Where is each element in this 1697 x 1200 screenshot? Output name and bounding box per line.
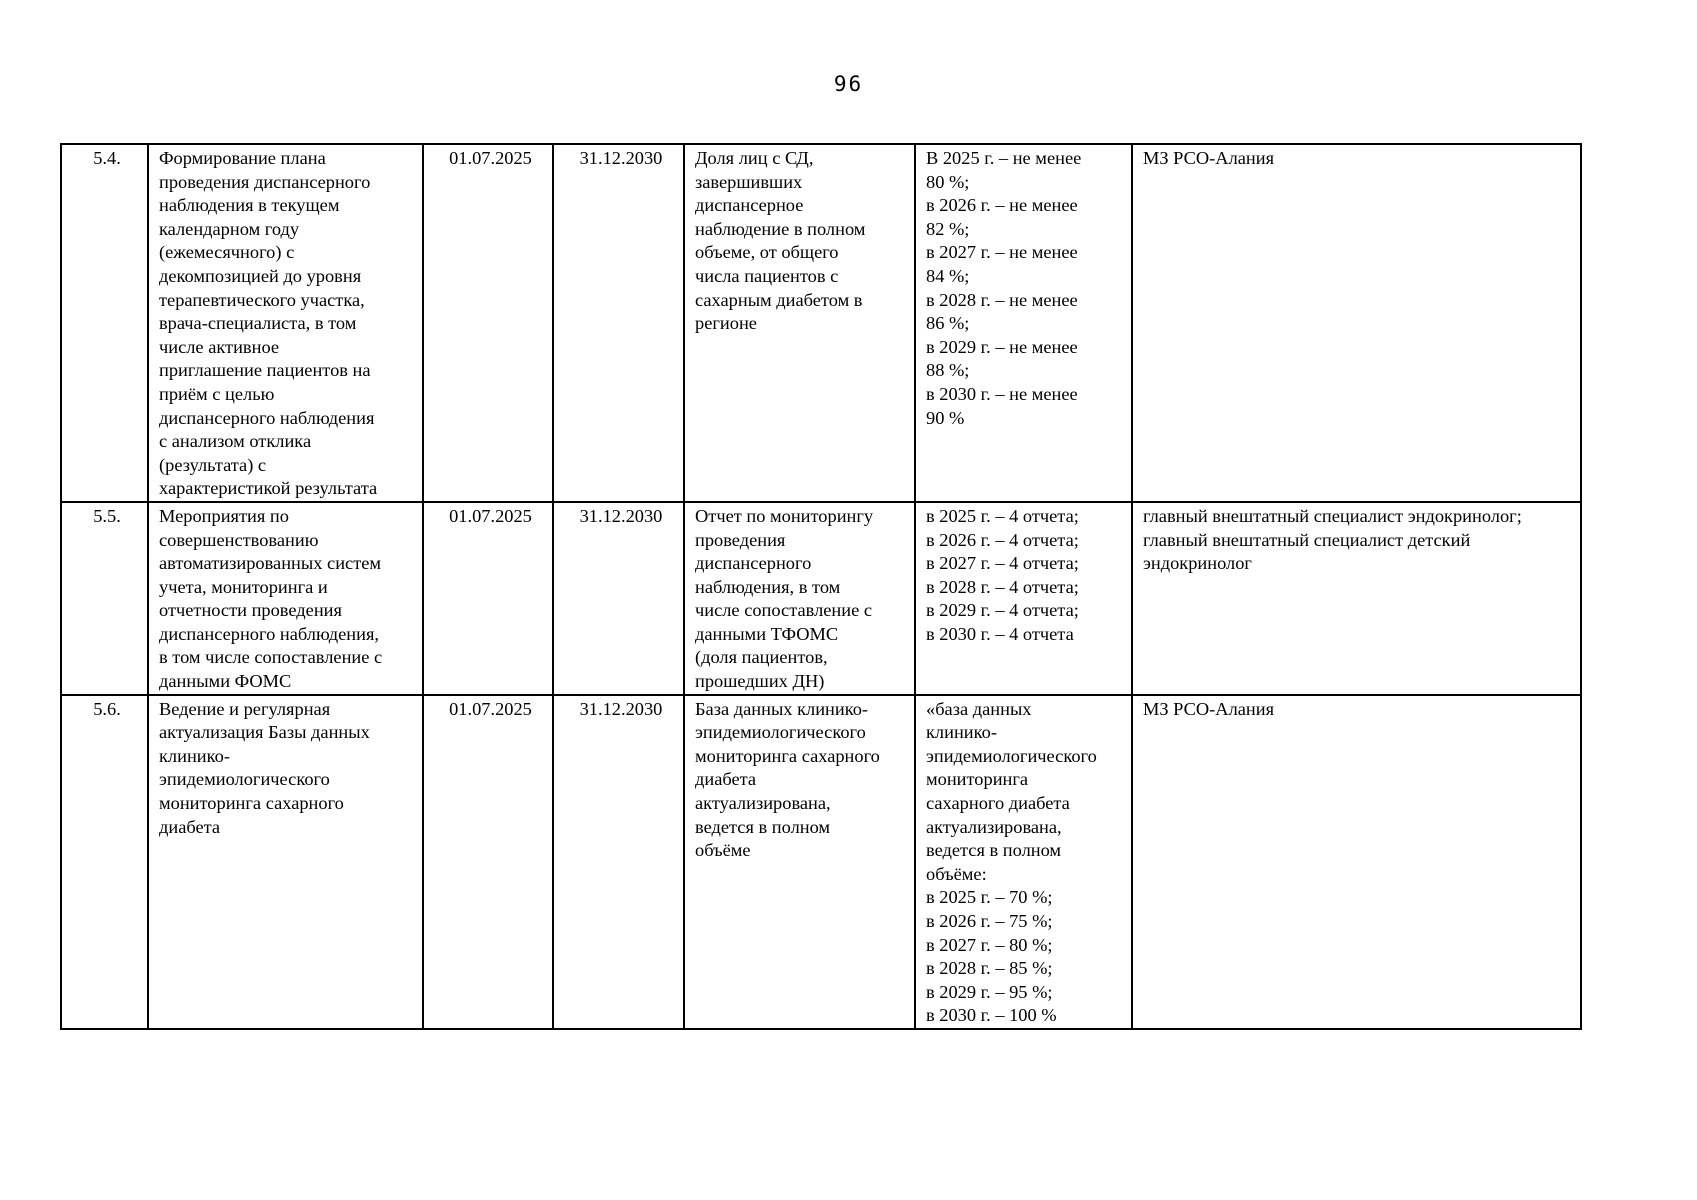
result-cell: База данных клинико- эпидемиологического мониторинга сахарного диабета актуализирована, ведется в полном объёме — [684, 695, 915, 1029]
row-number-cell: 5.6. — [61, 695, 148, 1029]
measure-name-cell: Формирование плана проведения диспансерного наблюдения в текущем календарном году (ежемесячного) с декомпозицией до уровня терапевтического участка, врача-специалиста, в том числе активное приглашение пациентов на приём с целью диспансерного наблюдения с анализом отклика (результата) с характеристикой результата — [148, 144, 423, 502]
table-row — [61, 502, 1581, 695]
start-date-cell: 01.07.2025 — [423, 144, 553, 502]
start-date-cell: 01.07.2025 — [423, 695, 553, 1029]
table-row — [61, 144, 1581, 502]
row-number-cell: 5.4. — [61, 144, 148, 502]
result-cell: Доля лиц с СД, завершивших диспансерное наблюдение в полном объеме, от общего числа пациентов с сахарным диабетом в регионе — [684, 144, 915, 502]
start-date-cell: 01.07.2025 — [423, 502, 553, 695]
target-cell: В 2025 г. – не менее 80 %; в 2026 г. – не менее 82 %; в 2027 г. – не менее 84 %; в 2028 г. – не менее 86 %; в 2029 г. – не менее 88 %; в 2030 г. – не менее 90 % — [915, 144, 1132, 502]
row-number-cell: 5.5. — [61, 502, 148, 695]
measure-name-cell: Ведение и регулярная актуализация Базы данных клинико- эпидемиологического мониторинга сахарного диабета — [148, 695, 423, 1029]
page-number: 96 — [833, 72, 864, 96]
end-date-cell: 31.12.2030 — [553, 502, 684, 695]
target-cell: «база данных клинико- эпидемиологического мониторинга сахарного диабета актуализирована, ведется в полном объёме: в 2025 г. – 70 %; в 2026 г. – 75 %; в 2027 г. – 80 %; в 2028 г. – 85 %; в 2029 г. – 95 %; в 2030 г. – 100 % — [915, 695, 1132, 1029]
measure-name-cell: Мероприятия по совершенствованию автоматизированных систем учета, мониторинга и отчетности проведения диспансерного наблюдения, в том числе сопоставление с данными ФОМС — [148, 502, 423, 695]
result-cell: Отчет по мониторингу проведения диспансерного наблюдения, в том числе сопоставление с данными ТФОМС (доля пациентов, прошедших ДН) — [684, 502, 915, 695]
end-date-cell: 31.12.2030 — [553, 144, 684, 502]
end-date-cell: 31.12.2030 — [553, 695, 684, 1029]
table-row — [61, 695, 1581, 1029]
responsible-cell: главный внештатный специалист эндокринолог; главный внештатный специалист детский эндокринолог — [1132, 502, 1581, 695]
responsible-cell: МЗ РСО-Алания — [1132, 695, 1581, 1029]
target-cell: в 2025 г. – 4 отчета; в 2026 г. – 4 отчета; в 2027 г. – 4 отчета; в 2028 г. – 4 отчета; в 2029 г. – 4 отчета; в 2030 г. – 4 отчета — [915, 502, 1132, 695]
responsible-cell: МЗ РСО-Алания — [1132, 144, 1581, 502]
measures-table — [60, 143, 1582, 1030]
